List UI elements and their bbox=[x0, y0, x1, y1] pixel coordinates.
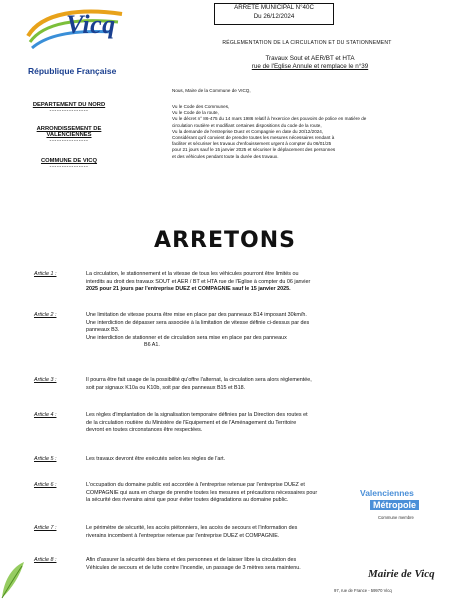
article-line: soit par signaux K10a ou K10b, soit par des panneaux B15 et B18. bbox=[86, 384, 246, 391]
arrete-number: ARRETE MUNICIPAL N°40C bbox=[234, 4, 314, 11]
subject-line-1: Travaux Sout et AER/BT et HTA bbox=[265, 55, 355, 62]
article-line: Afin d'assurer la sécurité des biens et des personnes et de laisser libre la circulation des bbox=[86, 557, 297, 563]
article-line: Les règles d'implantation de la signalisation temporaire définies par la Direction des routes et bbox=[86, 412, 308, 418]
vu-line: Vu la demande de l'entreprise Duez et Compagnie en date du 20/12/2024, bbox=[172, 128, 324, 134]
article-text bbox=[86, 271, 438, 294]
article-line: panneaux B3. bbox=[86, 327, 120, 333]
article-line: 2025 pour 21 jours par l'entreprise DUEZ et COMPAGNIE sauf le 15 janvier 2025. bbox=[86, 286, 291, 292]
valenciennes-metropole-logo bbox=[352, 488, 442, 522]
mairie-signature: Mairie de Vicq bbox=[368, 568, 435, 580]
republique-francaise: République Française bbox=[28, 66, 117, 76]
departement-block bbox=[14, 102, 124, 114]
considerant-line: et des véhicules pendant toute la durée des travaux. bbox=[172, 153, 279, 159]
vu-line: circulation routière et modifiant certaines dispositions du code de la route, bbox=[172, 122, 322, 128]
arrete-date: Du 26/12/2024 bbox=[253, 12, 295, 20]
mairie-address: 97, rue de France - 59970 Vicq bbox=[334, 588, 392, 593]
divider-dash: ---------------- bbox=[49, 164, 89, 170]
preamble-maire: Nous, Maire de la Commune de VICQ, bbox=[172, 88, 251, 93]
arrondissement-label: ARRONDISSEMENT DE bbox=[36, 126, 102, 132]
divider-dash: ---------------- bbox=[49, 138, 89, 144]
article-label: Article 8 : bbox=[34, 557, 57, 563]
stamp-line-3: Commune membre bbox=[378, 515, 414, 520]
subject-block bbox=[190, 55, 430, 71]
article-line: B6 A1. bbox=[144, 342, 160, 348]
vicq-logo-text: Vicq bbox=[66, 10, 116, 39]
vu-line: Vu le Code de la route, bbox=[172, 110, 219, 116]
considerant-line: pour 21 jours sauf le 15 janvier 2025 et sécuriser le déplacement des personnes bbox=[172, 147, 336, 153]
subject-line-2: rue de l'Eglise Annule et remplace le n°39 bbox=[251, 63, 369, 70]
article-line: COMPAGNIE qui aura en charge de prendre toutes les mesures et précautions nécessaires pour bbox=[86, 489, 318, 496]
considerant-line: faciliter et sécuriser les travaux d'enfouissement urgent à compter du 06/01/25 bbox=[172, 141, 332, 147]
article-text bbox=[86, 377, 438, 392]
article-label: Article 3 : bbox=[34, 377, 57, 383]
article-line: devront en toutes circonstances être respectées. bbox=[86, 427, 203, 433]
vu-line: Vu le Code des Communes, bbox=[172, 104, 230, 109]
article-line: L'occupation du domaine public est accordée à l'entreprise retenue par l'entreprise DUEZ et bbox=[86, 482, 305, 488]
article-line: Une limitation de vitesse pourra être mise en place par des panneaux B14 imposant 30km/h. bbox=[86, 312, 307, 318]
arrete-number-box bbox=[214, 3, 334, 25]
departement-label: DEPARTEMENT DU NORD bbox=[32, 102, 106, 108]
stamp-line-2: Métropole bbox=[370, 500, 419, 510]
article-line: la sécurité des riverains ainsi que pour éviter toutes dégradations au domaine public. bbox=[86, 497, 289, 503]
article-line: La circulation, le stationnement et la vitesse de tous les véhicules pourront être limités ou bbox=[86, 271, 299, 277]
considerant-line: Considérant qu'il convient de prendre toutes les mesures nécessaires rendant à bbox=[172, 135, 335, 141]
article-label: Article 1 : bbox=[34, 271, 57, 277]
article-line: riverains incombent à l'entreprise retenue par l'entreprise DUEZ et COMPAGNIE. bbox=[86, 532, 280, 539]
article-label: Article 6 : bbox=[34, 482, 57, 488]
article-label: Article 4 : bbox=[34, 412, 57, 418]
reglementation-title: RÉGLEMENTATION DE LA CIRCULATION ET DU STATIONNEMENT bbox=[222, 40, 392, 46]
vu-line: Vu le décret n° 86-475 du 14 mars 1986 relatif à l'exercice des pouvoirs de police en matière de bbox=[172, 116, 367, 122]
arrondissement-block bbox=[14, 126, 124, 144]
article-text bbox=[86, 525, 438, 540]
arretons-heading: ARRETONS bbox=[154, 228, 296, 253]
article-label: Article 7 : bbox=[34, 525, 57, 531]
divider-dash: ---------------- bbox=[49, 108, 89, 114]
article-line: Il pourra être fait usage de la possibilité qu'offre l'alternat, la circulation sera alors réglementée, bbox=[86, 377, 312, 383]
article-text bbox=[86, 312, 438, 350]
article-text bbox=[86, 412, 438, 435]
article-line: de la circulation routière du Ministère de l'Equipement et de l'Aménagement du Territoire bbox=[86, 419, 297, 426]
commune-block bbox=[14, 158, 124, 170]
article-text bbox=[86, 456, 438, 464]
article-line: Le périmètre de sécurité, les accès piétonniers, les accès de secours et l'information des bbox=[86, 525, 298, 531]
commune-label: COMMUNE DE VICQ bbox=[40, 158, 98, 164]
article-line: interdits au droit des travaux SOUT et AER / BT et HTA rue de l'Eglise à compter du 06 janvier bbox=[86, 278, 311, 285]
preamble-block bbox=[172, 104, 442, 160]
stamp-line-1: Valenciennes bbox=[360, 488, 414, 498]
article-line: Une interdiction de stationner et de circulation sera mise en place par des panneaux bbox=[86, 334, 287, 341]
article-label: Article 2 : bbox=[34, 312, 57, 318]
article-label: Article 5 : bbox=[34, 456, 57, 462]
article-line: Une interdiction de dépasser sera associée à la limitation de vitesse définie ci-dessus par des bbox=[86, 319, 310, 326]
arrondissement-name: VALENCIENNES bbox=[46, 132, 92, 138]
article-line: Les travaux devront être exécutés selon les règles de l'art. bbox=[86, 456, 226, 462]
leaf-decoration-icon bbox=[0, 558, 26, 600]
article-line: Véhicules de secours et de lutte contre l'incendie, un passage de 3 mètres sera maintenu. bbox=[86, 564, 301, 571]
